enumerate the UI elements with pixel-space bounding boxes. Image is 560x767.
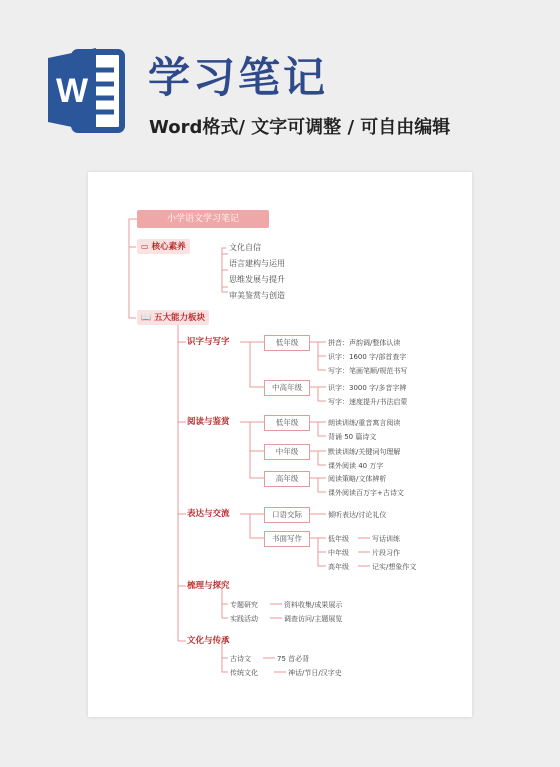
grade-label: 低年级	[328, 535, 349, 543]
logo-letter: W	[55, 72, 89, 110]
leaf-text: 朗读训练/重音寓言阅读	[328, 419, 401, 427]
inquiry-item: 实践活动	[230, 615, 258, 623]
leaf-text: 写字：笔画笔顺/规范书写	[328, 367, 408, 375]
document-page	[88, 172, 472, 717]
core-item: 语言建构与运用	[229, 259, 285, 268]
culture-item: 古诗文	[230, 655, 251, 663]
leaf-text: 倾听表达/讨论礼仪	[328, 511, 387, 519]
core-item: 审美鉴赏与创造	[229, 291, 285, 300]
expression-node: 表达与交流	[187, 509, 230, 519]
grade-label: 高年级	[328, 563, 349, 571]
open-book-icon: 📖	[141, 313, 151, 322]
mindmap-root: 小学语文学习笔记	[137, 210, 269, 228]
word-logo-icon	[46, 44, 128, 136]
culture-node: 文化与传承	[187, 636, 230, 646]
culture-item: 传统文化	[230, 669, 258, 677]
inquiry-item: 专题研究	[230, 601, 258, 609]
reading-mid-box: 中年级	[264, 444, 310, 460]
inquiry-node: 梳理与探究	[187, 581, 230, 591]
leaf-text: 课外阅读 40 万字	[328, 462, 384, 470]
leaf-text: 默读训练/关键词句理解	[328, 448, 401, 456]
grade-label: 中年级	[328, 549, 349, 557]
leaf-text: 片段习作	[372, 549, 400, 557]
writing-box: 书面写作	[264, 531, 310, 547]
leaf-text: 神话/节日/汉字史	[288, 669, 342, 677]
leaf-text: 调查访问/主题展览	[284, 615, 343, 623]
page-title: 学习笔记	[148, 53, 329, 102]
leaf-text: 阅读策略/文体辨析	[328, 475, 387, 483]
book-outline-icon: ▭	[141, 242, 149, 251]
core-literacy-node: ▭ 核心素养	[137, 239, 190, 254]
leaf-text: 拼音：声韵调/整体认读	[328, 339, 401, 347]
leaf-text: 资料收集/成果展示	[284, 601, 343, 609]
leaf-text: 识字：1600 字/部首查字	[328, 353, 407, 361]
literacy-node: 识字与写字	[187, 337, 230, 347]
core-item: 思维发展与提升	[229, 275, 285, 284]
core-item: 文化自信	[229, 243, 261, 252]
abilities-node: 📖 五大能力板块	[137, 310, 209, 325]
leaf-text: 课外阅读百万字+古诗文	[328, 489, 404, 497]
reading-high-box: 高年级	[264, 471, 310, 487]
oral-box: 口语交际	[264, 507, 310, 523]
leaf-text: 写话训练	[372, 535, 400, 543]
literacy-low-box: 低年级	[264, 335, 310, 351]
reading-node: 阅读与鉴赏	[187, 417, 230, 427]
header	[0, 0, 560, 160]
literacy-mid-box: 中高年级	[264, 380, 310, 396]
leaf-text: 背诵 50 篇诗文	[328, 433, 377, 441]
reading-low-box: 低年级	[264, 415, 310, 431]
leaf-text: 写字：速度提升/书法启蒙	[328, 398, 408, 406]
page-subtitle: Word格式/ 文字可调整 / 可自由编辑	[149, 117, 451, 138]
leaf-text: 记实/想象作文	[372, 563, 417, 571]
leaf-text: 识字：3000 字/多音字辨	[328, 384, 407, 392]
leaf-text: 75 首必背	[277, 655, 310, 663]
